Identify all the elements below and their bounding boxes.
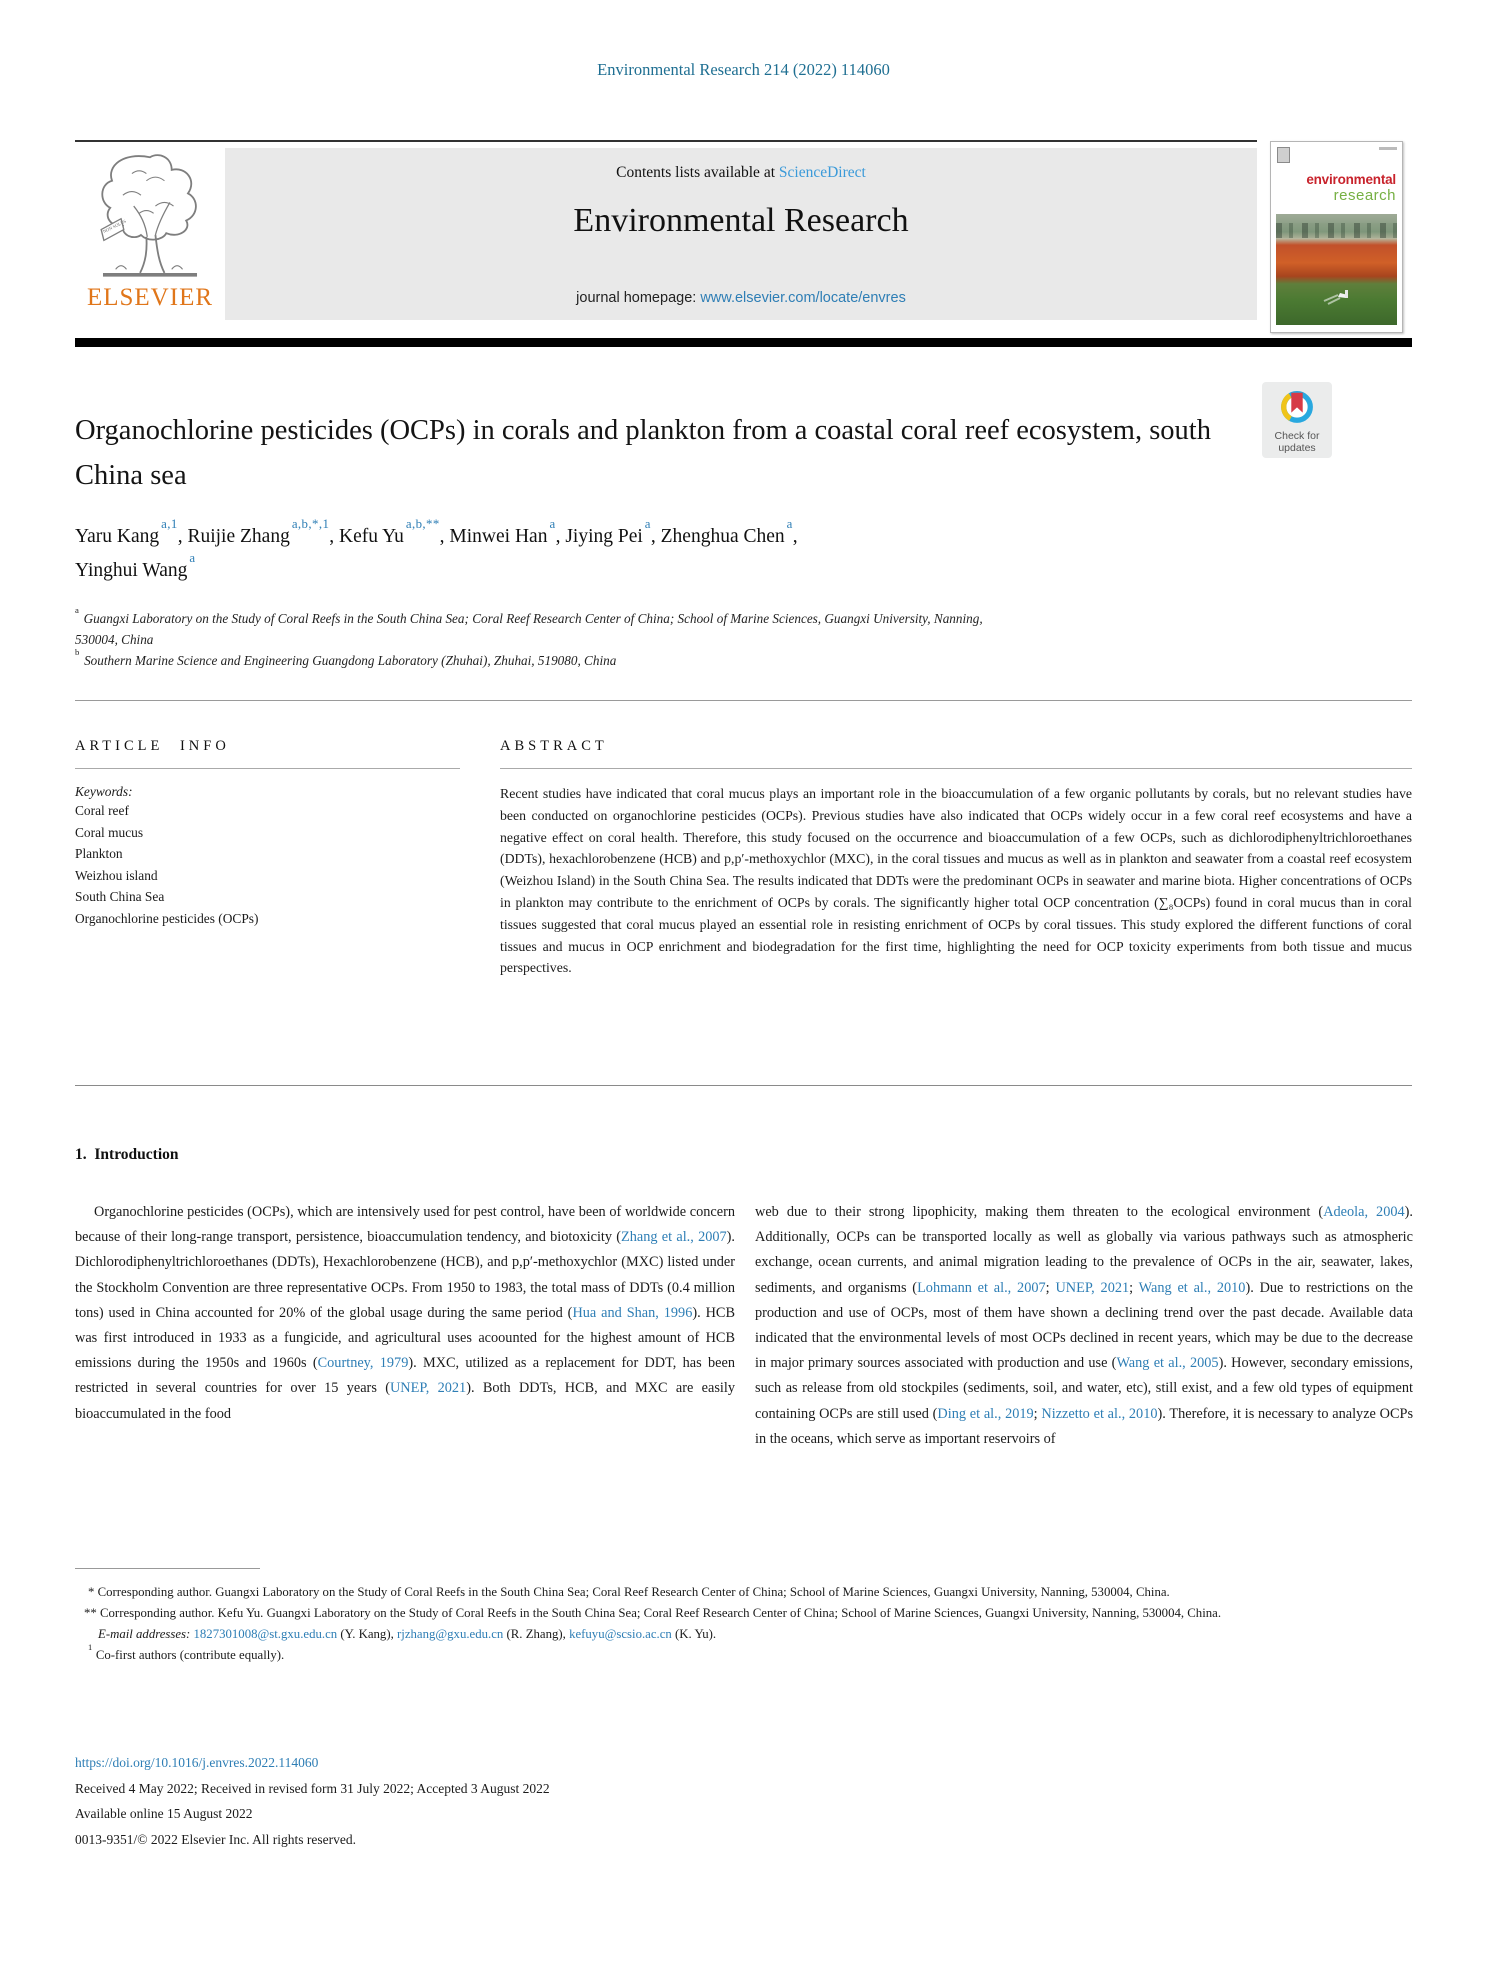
footnote-corresponding-author-1	[75, 1582, 1412, 1603]
available-online-line: Available online 15 August 2022	[75, 1806, 253, 1821]
sciencedirect-link[interactable]: ScienceDirect	[778, 164, 866, 181]
text-run: 530004, China	[75, 632, 154, 647]
elsevier-logo[interactable]	[75, 148, 225, 320]
cover-artwork	[1276, 214, 1397, 325]
header-divider-bar	[75, 338, 1412, 347]
text-run: ). MXC, utilized as a replacement for DDT, has been restricted in several countries for over 15 years (	[75, 1355, 735, 1397]
citation-link[interactable]: rjzhang@gxu.edu.cn	[397, 1627, 504, 1641]
citation-link[interactable]: Lohmann et al., 2007	[917, 1279, 1046, 1296]
superscript-marker: a	[644, 517, 651, 532]
citation-link[interactable]: 1827301008@st.gxu.edu.cn	[193, 1627, 338, 1641]
citation-link[interactable]: Hua and Shan, 1996	[572, 1304, 693, 1321]
intro-right-column	[755, 1200, 1413, 1452]
cover-title-research: research	[1333, 187, 1396, 204]
issn-copyright-line: 0013-9351/© 2022 Elsevier Inc. All rights reserved.	[75, 1831, 356, 1847]
keyword-item: Coral mucus	[75, 824, 144, 840]
superscript-marker: a	[75, 605, 80, 616]
keywords-label: Keywords:	[75, 784, 133, 799]
superscript-marker: 1	[88, 1641, 93, 1652]
text-run: , Jiying Pei	[555, 526, 643, 547]
article-info-column	[75, 738, 460, 929]
text-run: Guangxi Laboratory on the Study of Coral Reefs in the South China Sea; Coral Reef Research Center of China; School of Marine Sciences, Guangxi University, Nanning,	[80, 611, 983, 626]
citation-link[interactable]: UNEP, 2021	[1055, 1279, 1130, 1296]
received-dates-line: Received 4 May 2022; Received in revised form 31 July 2022; Accepted 3 August 2022	[75, 1780, 550, 1796]
citation-link[interactable]: Zhang et al., 2007	[621, 1229, 727, 1246]
introduction-heading: 1. Introduction	[75, 1146, 179, 1163]
text-run: Yaru Kang	[75, 526, 160, 547]
footnote-corresponding-author-2	[75, 1603, 1412, 1624]
text-run: ). However, secondary emissions, such as release from old stockpiles (sediments, soil, and water, etc), still exist, and a few old types of equipment containing OCPs are still used (	[755, 1355, 1414, 1422]
citation-link[interactable]: Wang et al., 2005	[1116, 1355, 1219, 1372]
citation-link[interactable]: Courtney, 1979	[317, 1355, 409, 1372]
journal-banner	[225, 148, 1257, 320]
intro-paragraph-right	[755, 1200, 1413, 1452]
text-run: ;	[1045, 1279, 1056, 1296]
masthead-row	[75, 148, 1257, 320]
footnote-email-addresses	[75, 1624, 1412, 1645]
text-run: (R. Zhang),	[503, 1627, 570, 1641]
crossmark-icon	[1278, 387, 1316, 425]
text-run: ,	[792, 526, 798, 547]
homepage-line	[225, 290, 1257, 306]
text-run: , Minwei Han	[439, 526, 548, 547]
keyword-item: Coral reef	[75, 803, 129, 818]
badge-label	[1262, 430, 1332, 454]
cover-city-silhouette	[1276, 223, 1397, 239]
cover-title-environmental: environmental	[1306, 172, 1396, 187]
keyword-item: Plankton	[75, 846, 123, 861]
text-run: (Y. Kang),	[337, 1627, 397, 1641]
badge-label-line2: updates	[1278, 442, 1316, 454]
text-run: Organochlorine pesticides (OCPs), which are intensively used for pest control, have been of worldwide concern because of their long-range transport, persistence, bioaccumulation tendency, and biotoxicity (	[75, 1204, 735, 1246]
doi-link[interactable]: https://doi.org/10.1016/j.envres.2022.114060	[75, 1755, 319, 1770]
publication-footer	[75, 1750, 1412, 1852]
article-title: Organochlorine pesticides (OCPs) in corals and plankton from a coastal coral reef ecosystem, south China sea	[75, 415, 1211, 491]
text-run: , Ruijie Zhang	[177, 526, 290, 547]
citation-link[interactable]: UNEP, 2021	[389, 1380, 467, 1397]
text-run: Co-first authors (contribute equally).	[92, 1648, 285, 1662]
citation-link[interactable]: Nizzetto et al., 2010	[1041, 1405, 1158, 1422]
citation-link[interactable]: kefuyu@scsio.ac.cn	[569, 1627, 672, 1641]
text-run: ). HCB was first introduced in 1933 as a fungicide, and agricultural uses acoounted for the highest amount of HCB emissions during the 1950s and 1960s (	[75, 1304, 735, 1372]
citation-link[interactable]: Wang et al., 2010	[1138, 1279, 1246, 1296]
abstract-rule	[500, 768, 1412, 769]
intro-left-column	[75, 1200, 735, 1427]
text-run: (K. Yu).	[671, 1627, 717, 1641]
check-for-updates-badge[interactable]	[1262, 382, 1332, 458]
text-run: ). Both DDTs, HCB, and MXC are easily bioaccumulated in the food	[75, 1380, 735, 1422]
citation-link[interactable]: Ding et al., 2019	[937, 1405, 1034, 1422]
homepage-prefix: journal homepage:	[576, 290, 701, 306]
masthead	[75, 140, 1257, 320]
superscript-marker: a,b,**	[405, 517, 440, 532]
superscript-marker: a	[189, 551, 196, 566]
elsevier-tree-icon	[90, 150, 210, 282]
intro-paragraph-left	[75, 1200, 735, 1427]
affiliation-b	[75, 647, 1412, 671]
author-list	[75, 517, 1412, 588]
text-run: ;	[1129, 1279, 1139, 1296]
svg-text:NON SOLUS: NON SOLUS	[102, 218, 127, 235]
superscript-marker: a,1	[161, 517, 178, 532]
abstract-column	[500, 738, 1412, 979]
superscript-marker: a	[549, 517, 556, 532]
badge-label-line1: Check for	[1274, 430, 1320, 442]
superscript-marker: a	[786, 517, 793, 532]
article-info-heading: ARTICLE INFO	[75, 738, 230, 754]
contents-line	[225, 164, 1257, 182]
non-solus-ribbon	[101, 218, 127, 240]
abstract-text: Recent studies have indicated that coral mucus plays an important role in the bioaccumulation of a few organic pollutants by corals, but no relevant studies have been conducted on organochlorine pesticides (OCPs). Previous studies have also indicated that OCPs widely occur in a few coral reef ecosystems and have a negative effect on coral health. Therefore, this study focused on the occurrence and bioaccumulation of a few OCPs, such as dichlorodiphenyltrichloroethanes (DDTs), hexachlorobenzene (HCB) and p,p′-methoxychlor (MXC), in the coral tissues and mucus as well as in plankton and seawater from a coastal reef ecosystem (Weizhou Island) in the South China Sea. The results indicated that DDTs were the predominant OCPs in seawater and marine biota. Higher concentrations of OCPs in plankton may contribute to the enrichment of OCPs by corals. The significantly higher total OCP concentration (∑₈OCPs) found in coral mucus than in coral tissues suggested that coral mucus played an essential role in resisting enrichment of OCPs by coral tissues. This study explored the different functions of coral tissues and mucus in OCP enrichment and biodegradation for the first time, highlighting the need for OCP toxicity experiments from both tissue and mucus perspectives.	[500, 786, 1412, 976]
superscript-marker: a,b,*,1	[291, 517, 330, 532]
contents-prefix: Contents lists available at	[616, 164, 779, 181]
abstract-bottom-rule	[75, 1085, 1412, 1086]
journal-cover-thumbnail[interactable]	[1270, 141, 1403, 333]
citation-link[interactable]: Adeola, 2004	[1323, 1204, 1405, 1220]
text-run: ). Due to restrictions on the production and use of OCPs, most of them have shown a declining trend over the past decade. Available data indicated that the environmental levels of most OCPs declined in recent years, which may be due to the decrease in major primary sources associated with production and use (	[755, 1279, 1413, 1372]
footnote-divider-rule	[75, 1568, 260, 1569]
article-info-rule	[75, 768, 460, 769]
section-divider-rule	[75, 700, 1412, 701]
text-run: ). Dichlorodiphenyltrichloroethanes (DDTs), Hexachlorobenzene (HCB), and p,p′-methoxychlor (MXC) listed under the Stockholm Convention are three representative OCPs. From 1950 to 1983, the total mass of DDTs (0.4 million tons) used in China accounted for 20% of the global usage during the same period (	[75, 1229, 736, 1321]
elsevier-wordmark: ELSEVIER	[86, 284, 214, 311]
homepage-link[interactable]: www.elsevier.com/locate/envres	[700, 290, 906, 306]
superscript-marker: b	[75, 647, 80, 658]
cover-issn-mark	[1379, 147, 1397, 150]
affiliation-a	[75, 605, 1412, 650]
text-run: Southern Marine Science and Engineering Guangdong Laboratory (Zhuhai), Zhuhai, 519080, China	[80, 653, 617, 668]
footnotes	[75, 1582, 1412, 1666]
text-run: ;	[1033, 1405, 1042, 1422]
text-run: ** Corresponding author. Kefu Yu. Guangxi Laboratory on the Study of Coral Reefs in the South China Sea; Coral Reef Research Center of China; School of Marine Sciences, Guangxi University, Nanning, 530004, China.	[84, 1606, 1222, 1620]
text-run: ). Additionally, OCPs can be transported locally as well as globally via various pathways such as atmospheric exchange, ocean currents, and animal migration leading to the prevalence of OCPs in the air, seawater, lakes, sediments, and organisms (	[755, 1204, 1413, 1296]
keyword-item: Weizhou island	[75, 867, 158, 883]
affiliations	[75, 605, 1412, 671]
text-run: * Corresponding author. Guangxi Laboratory on the Study of Coral Reefs in the South China Sea; Coral Reef Research Center of China; School of Marine Sciences, Guangxi University, Nanning, 530004, China.	[88, 1585, 1170, 1599]
journal-citation: Environmental Research 214 (2022) 114060	[597, 60, 890, 79]
text-run: E-mail addresses:	[98, 1627, 194, 1641]
text-run: , Kefu Yu	[329, 526, 404, 547]
cover-publisher-glyph	[1277, 147, 1290, 163]
crop-duster-plane-icon	[1322, 287, 1356, 305]
keywords-list	[75, 800, 460, 929]
abstract-heading: ABSTRACT	[500, 738, 608, 754]
text-run: ). Therefore, it is necessary to analyze OCPs in the oceans, which serve as important reservoirs of	[755, 1405, 1414, 1447]
journal-title: Environmental Research	[573, 202, 909, 239]
text-run: , Zhenghua Chen	[650, 526, 785, 547]
keyword-item: Organochlorine pesticides (OCPs)	[75, 910, 259, 926]
footnote-cofirst-authors	[75, 1641, 1412, 1666]
keyword-item: South China Sea	[75, 889, 165, 904]
text-run: web due to their strong lipophicity, making them threaten to the ecological environment (	[755, 1204, 1324, 1220]
text-run: Yinghui Wang	[75, 560, 188, 581]
